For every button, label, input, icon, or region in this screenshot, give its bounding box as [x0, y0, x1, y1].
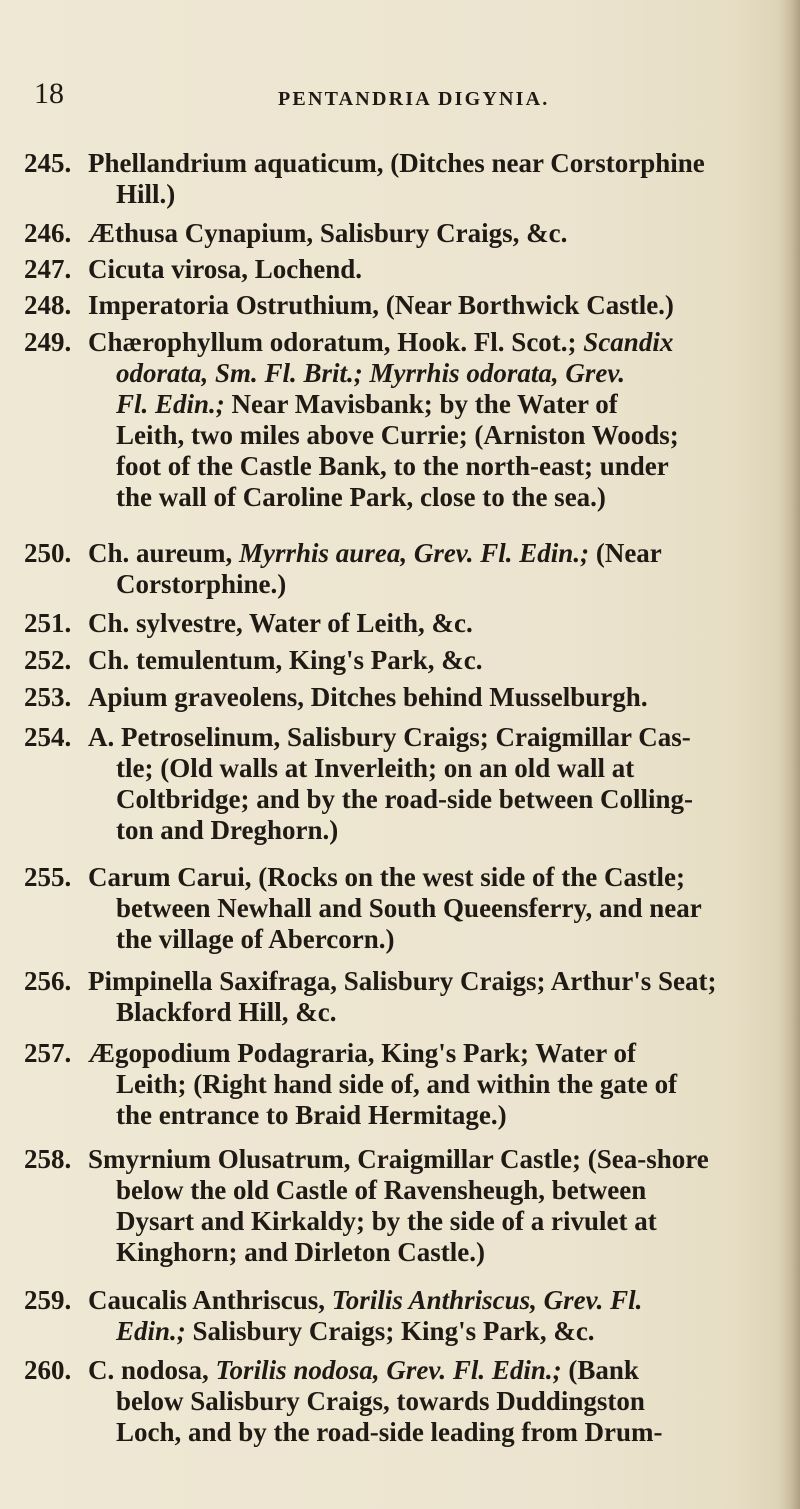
entry-text [88, 682, 772, 713]
entry-text [88, 1355, 772, 1448]
entry-line: Edin.; Salisbury Craigs; King's Park, &c. [116, 1316, 595, 1346]
entry-number: 254. [24, 722, 72, 752]
entry-line: the wall of Caroline Park, close to the sea.) [116, 482, 606, 512]
entry-number: 245. [24, 148, 72, 178]
entry-text [88, 327, 772, 513]
entry-line: tle; (Old walls at Inverleith; on an old wall at [116, 753, 635, 783]
page-header [0, 76, 800, 116]
entry-line: C. nodosa, Torilis nodosa, Grev. Fl. Edin.; (Bank [88, 1355, 639, 1385]
entry-number: 249. [24, 327, 72, 357]
page-number: 18 [34, 77, 64, 110]
entry-number: 257. [24, 1038, 72, 1068]
entry-text [88, 1038, 772, 1131]
entry-line: Leith; (Right hand side of, and within the gate of [116, 1069, 678, 1099]
entry-line: Phellandrium aquaticum, (Ditches near Corstorphine [88, 148, 705, 178]
entry-line: foot of the Castle Bank, to the north-east; under [116, 451, 669, 481]
entry-line: the village of Abercorn.) [116, 924, 395, 954]
entry-line: below the old Castle of Ravensheugh, between [116, 1175, 647, 1205]
entry-line: Ch. sylvestre, Water of Leith, &c. [88, 608, 473, 638]
entry-number: 247. [24, 254, 72, 284]
entry-line: Imperatoria Ostruthium, (Near Borthwick Castle.) [88, 290, 674, 320]
entry-line: Smyrnium Olusatrum, Craigmillar Castle; (Sea-shore [88, 1144, 709, 1174]
entry-line: Coltbridge; and by the road-side between Colling- [116, 784, 694, 814]
entry-text [88, 722, 772, 846]
running-title: PENTANDRIA DIGYNIA. [278, 88, 550, 110]
entry-number: 246. [24, 218, 72, 248]
entry-line: Æthusa Cynapium, Salisbury Craigs, &c. [88, 218, 568, 248]
entry-text [88, 254, 772, 285]
entry-number: 260. [24, 1355, 72, 1385]
entry-number: 259. [24, 1285, 72, 1315]
entry-line: odorata, Sm. Fl. Brit.; Myrrhis odorata, Grev. [116, 358, 626, 388]
entry-line: Fl. Edin.; Near Mavisbank; by the Water of [116, 389, 618, 419]
entry-line: Blackford Hill, &c. [116, 997, 337, 1027]
entry-text [88, 645, 772, 676]
entry-text [88, 608, 772, 639]
entry-line: Ægopodium Podagraria, King's Park; Water of [88, 1038, 637, 1068]
entry-text [88, 966, 772, 1028]
entry-line: Ch. temulentum, King's Park, &c. [88, 645, 483, 675]
entry-line: Cicuta virosa, Lochend. [88, 254, 363, 284]
entry-line: Dysart and Kirkaldy; by the side of a rivulet at [116, 1206, 657, 1236]
entry-line: Caucalis Anthriscus, Torilis Anthriscus, Grev. Fl. [88, 1285, 643, 1315]
entry-line: Corstorphine.) [116, 569, 287, 599]
entry-line: Hill.) [116, 179, 176, 209]
entry-line: A. Petroselinum, Salisbury Craigs; Craigmillar Cas- [88, 722, 691, 752]
entry-text [88, 218, 772, 249]
entry-number: 253. [24, 682, 72, 712]
entry-line: the entrance to Braid Hermitage.) [116, 1100, 507, 1130]
page-edge-shadow [778, 0, 800, 1509]
entry-number: 258. [24, 1144, 72, 1174]
entry-line: ton and Dreghorn.) [116, 815, 339, 845]
entry-text [88, 148, 772, 210]
entry-line: below Salisbury Craigs, towards Duddingston [116, 1386, 645, 1416]
entry-line: Apium graveolens, Ditches behind Musselburgh. [88, 682, 648, 712]
entry-line: Loch, and by the road-side leading from Drum- [116, 1417, 663, 1447]
entry-line: Carum Carui, (Rocks on the west side of the Castle; [88, 862, 685, 892]
entry-number: 255. [24, 862, 72, 892]
entry-number: 250. [24, 538, 72, 568]
entry-line: Chærophyllum odoratum, Hook. Fl. Scot.; Scandix [88, 327, 674, 357]
entry-number: 248. [24, 290, 72, 320]
entry-number: 252. [24, 645, 72, 675]
entry-line: Pimpinella Saxifraga, Salisbury Craigs; Arthur's Seat; [88, 966, 717, 996]
entry-text [88, 1285, 772, 1347]
entry-text [88, 538, 772, 600]
entry-text [88, 290, 772, 321]
entry-text [88, 862, 772, 955]
entry-line: Kinghorn; and Dirleton Castle.) [116, 1237, 486, 1267]
entry-number: 251. [24, 608, 72, 638]
entry-line: between Newhall and South Queensferry, and near [116, 893, 702, 923]
entry-number: 256. [24, 966, 72, 996]
entry-line: Ch. aureum, Myrrhis aurea, Grev. Fl. Edin.; (Near [88, 538, 662, 568]
entry-line: Leith, two miles above Currie; (Arniston Woods; [116, 420, 679, 450]
entry-text [88, 1144, 772, 1268]
